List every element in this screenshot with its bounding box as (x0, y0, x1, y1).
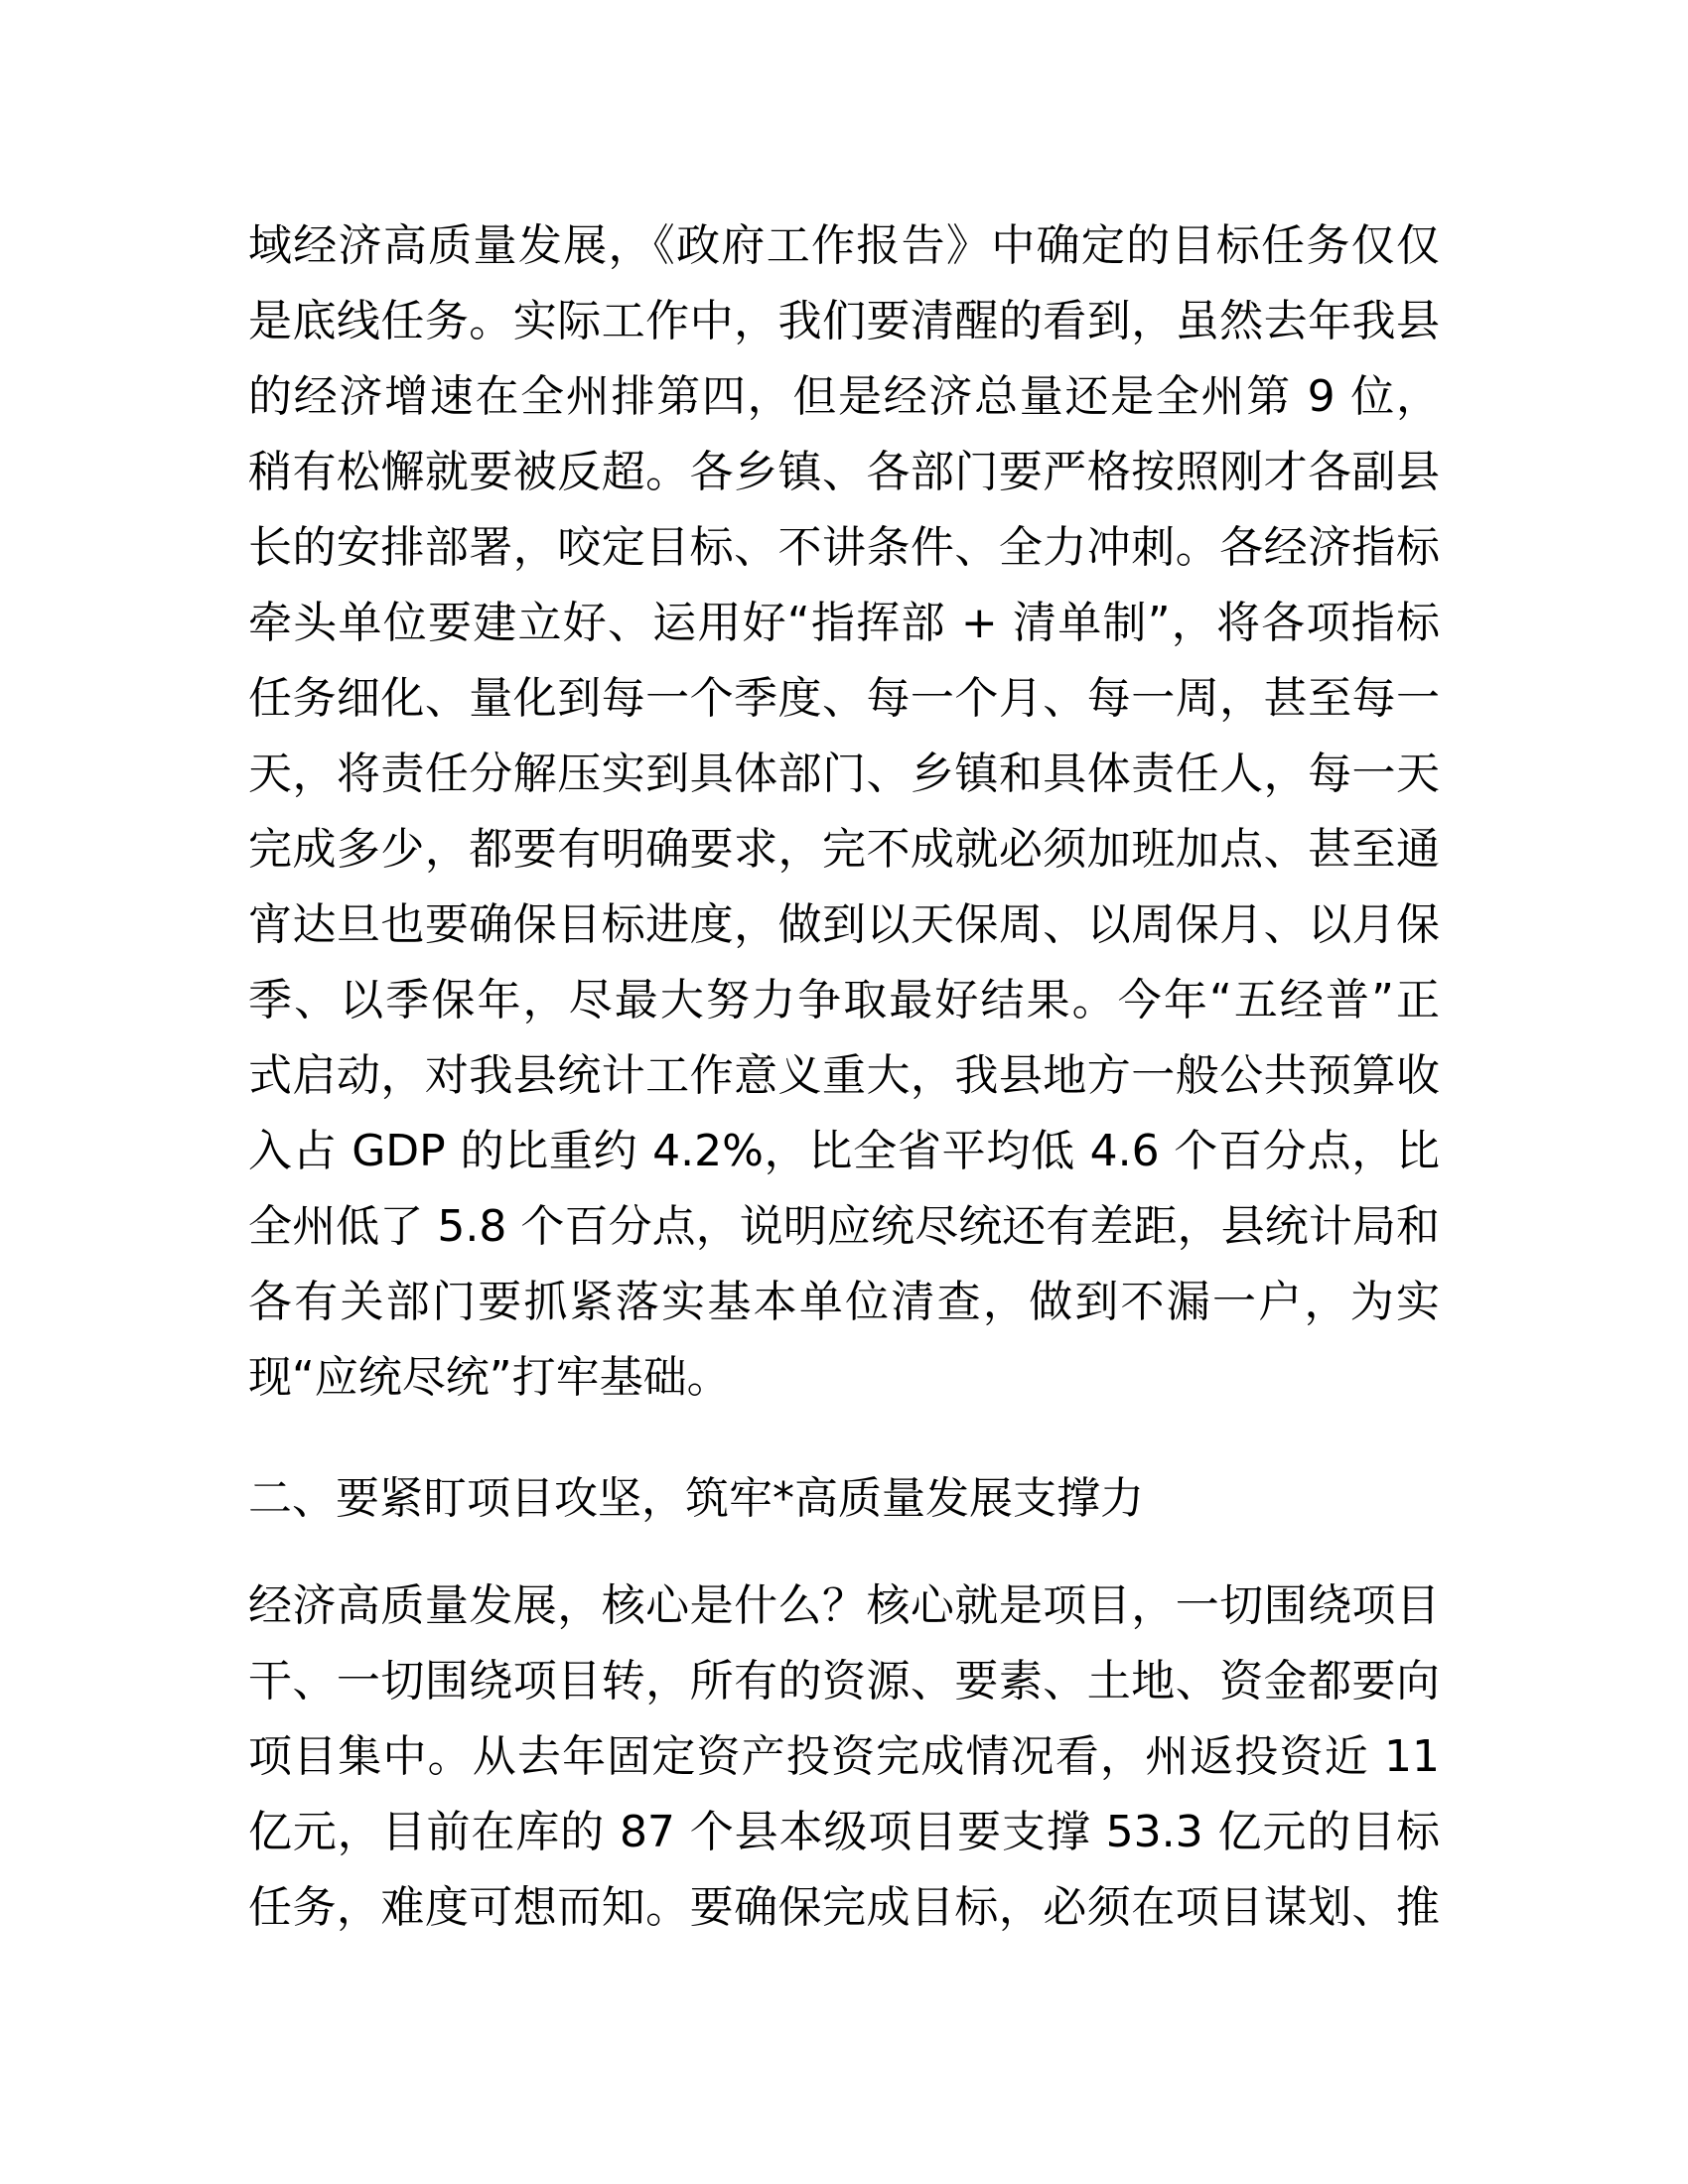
text-line: 天，将责任分解压实到具体部门、乡镇和具体责任人，每一天 (248, 749, 1440, 799)
text-line: 入占 GDP 的比重约 4.2%，比全省平均低 4.6 个百分点，比 (248, 1126, 1440, 1176)
text-line: 项目集中。从去年固定资产投资完成情况看，州返投资近 11 (248, 1731, 1440, 1782)
section-heading-text: 二、要紧盯项目攻坚，筑牢*高质量发展支撑力 (248, 1473, 1144, 1524)
text-line: 的经济增速在全州排第四，但是经济总量还是全州第 9 位， (248, 371, 1440, 422)
text-line: 各有关部门要抓紧落实基本单位清查，做到不漏一户，为实 (248, 1277, 1440, 1327)
text-line: 域经济高质量发展，《政府工作报告》中确定的目标任务仅仅 (248, 220, 1440, 271)
text-line: 季、以季保年，尽最大努力争取最好结果。今年“五经普”正 (248, 975, 1440, 1025)
text-line: 是底线任务。实际工作中，我们要清醒的看到，虽然去年我县 (248, 296, 1440, 346)
text-line: 牵头单位要建立好、运用好“指挥部 + 清单制”，将各项指标 (248, 598, 1440, 648)
text-line: 完成多少，都要有明确要求，完不成就必须加班加点、甚至通 (248, 824, 1440, 875)
text-line: 经济高质量发展，核心是什么？核心就是项目，一切围绕项目 (248, 1580, 1440, 1631)
text-line: 长的安排部署，咬定目标、不讲条件、全力冲刺。各经济指标 (248, 522, 1440, 573)
text-line: 全州低了 5.8 个百分点，说明应统尽统还有差距，县统计局和 (248, 1201, 1440, 1252)
text-line: 任务，难度可想而知。要确保完成目标，必须在项目谋划、推 (248, 1882, 1440, 1933)
paragraph-2 (248, 1569, 1440, 1946)
text-line: 现“应统尽统”打牢基础。 (248, 1352, 731, 1403)
text-line: 式启动，对我县统计工作意义重大，我县地方一般公共预算收 (248, 1050, 1440, 1101)
section-heading (248, 1461, 1440, 1537)
text-line: 亿元，目前在库的 87 个县本级项目要支撑 53.3 亿元的目标 (248, 1807, 1440, 1857)
paragraph-1 (248, 208, 1440, 1416)
text-line: 任务细化、量化到每一个季度、每一个月、每一周，甚至每一 (248, 673, 1440, 724)
text-line: 稍有松懈就要被反超。各乡镇、各部门要严格按照刚才各副县 (248, 447, 1440, 497)
text-line: 宵达旦也要确保目标进度，做到以天保周、以周保月、以月保 (248, 899, 1440, 950)
text-line: 干、一切围绕项目转，所有的资源、要素、土地、资金都要向 (248, 1656, 1440, 1706)
